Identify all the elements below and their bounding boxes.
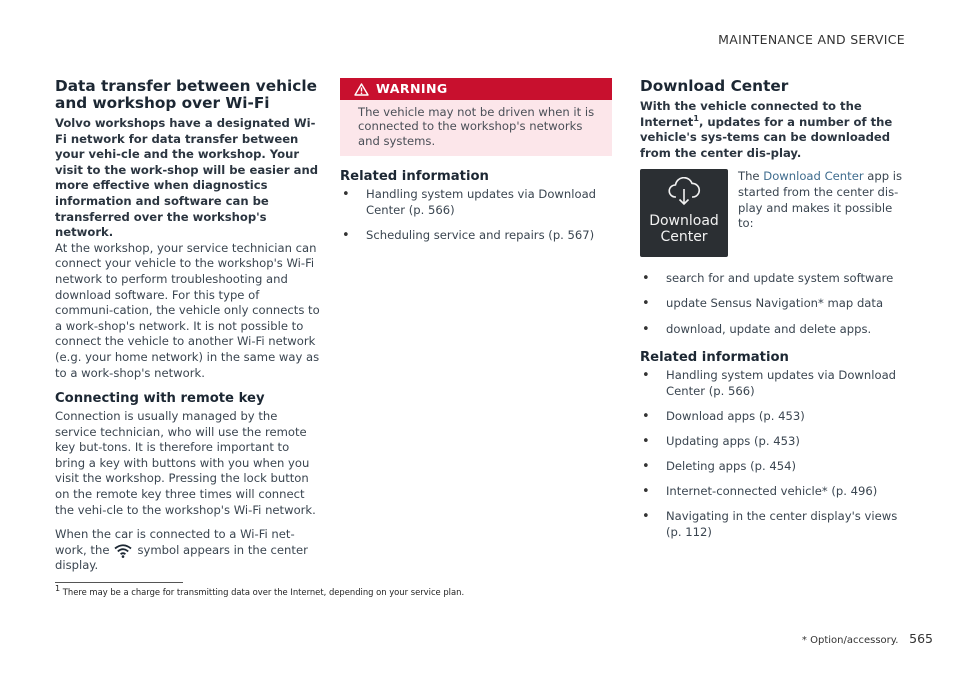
related-title-2: Related information xyxy=(640,350,789,366)
related-link[interactable]: • Scheduling service and repairs (p. 567) xyxy=(340,228,612,244)
app-description xyxy=(738,169,908,257)
feature-item: • download, update and delete apps. xyxy=(640,322,908,338)
related-link[interactable]: • Deleting apps (p. 454) xyxy=(640,459,908,475)
column-download-center xyxy=(640,78,908,550)
related-link[interactable]: • Handling system updates via Download Center (p. 566) xyxy=(640,368,908,399)
wifi-para-1: At the workshop, your service technician can connect your vehicle to the workshop's Wi-Fi network to perform troubleshooting and download software. For this type of communi-cation, the vehicle only connects to a work-shop's network. It is not possible to connect the vehicle to another Wi-Fi network (e.g. your home network) in the same way as to a work-shop's network. xyxy=(55,240,320,380)
wifi-symbol-para xyxy=(55,527,320,574)
app-name-highlight: Download Center xyxy=(763,169,864,184)
footnote-ref: 1 xyxy=(693,113,699,123)
app-tile-line-2: Center xyxy=(660,229,708,246)
column-wifi xyxy=(55,78,320,574)
section-header: MAINTENANCE AND SERVICE xyxy=(718,32,905,47)
app-tile-line-1: Download xyxy=(649,213,719,230)
remote-key-title: Connecting with remote key xyxy=(55,391,265,407)
related-link[interactable]: • Download apps (p. 453) xyxy=(640,409,908,425)
page-number: 565 xyxy=(909,631,933,646)
lead-text-a: With the vehicle connected to the Internet xyxy=(640,99,862,129)
feature-list xyxy=(640,271,908,337)
download-center-title: Download Center xyxy=(640,77,789,95)
related-link[interactable]: • Navigating in the center display's views (p. 112) xyxy=(640,509,908,540)
desc-text-a: The xyxy=(738,169,760,184)
wifi-icon xyxy=(114,544,132,558)
related-list-2 xyxy=(640,368,908,540)
related-title-1: Related information xyxy=(340,169,489,185)
option-note: * Option/accessory. xyxy=(801,635,899,646)
footnote xyxy=(55,584,465,597)
desc-text-b: app is started from the center dis-play and makes it possible to: xyxy=(738,169,903,231)
related-link[interactable]: • Handling system updates via Download Center (p. 566) xyxy=(340,187,612,218)
wifi-symbol-text-a: When the car is connected to a Wi-Fi net-work, the xyxy=(55,527,295,557)
remote-key-para: Connection is usually managed by the service technician, who will use the remote key but-tons. It is therefore important to bring a key with buttons with you when you visit the workshop. Pressing the lock button on the remote key three times will connect the vehi-cle to the workshop's Wi-Fi network. xyxy=(55,409,316,517)
related-link[interactable]: • Updating apps (p. 453) xyxy=(640,434,908,450)
wifi-title: Data transfer between vehicle and workshop over Wi-Fi xyxy=(55,77,317,112)
app-tile-label xyxy=(649,213,719,245)
warning-header xyxy=(340,78,612,100)
footnote-marker: 1 xyxy=(55,584,61,594)
download-center-app-tile[interactable] xyxy=(640,169,728,257)
wifi-symbol-text-b: symbol appears in the center display. xyxy=(55,542,308,573)
app-block xyxy=(640,169,908,257)
lead-text-b: , updates for a number of the vehicle's sys-tems can be downloaded from the center dis-play. xyxy=(640,114,893,160)
column-warning xyxy=(340,78,612,253)
footnote-divider xyxy=(55,582,183,583)
feature-item: • search for and update system software xyxy=(640,271,908,287)
warning-label: WARNING xyxy=(376,81,448,97)
warning-triangle-icon xyxy=(354,83,369,96)
footnote-text: There may be a charge for transmitting data over the Internet, depending on your service plan. xyxy=(62,587,465,597)
page-footer xyxy=(802,631,933,646)
warning-body: The vehicle may not be driven when it is connected to the workshop's networks and systems. xyxy=(340,100,612,156)
wifi-lead: Volvo workshops have a designated Wi-Fi network for data transfer between your vehi-cle and the workshop. Your visit to the work-shop will be easier and more effective when diagnostics information and software can be transferred over the workshop's network. xyxy=(55,116,319,240)
feature-item: • update Sensus Navigation* map data xyxy=(640,296,908,312)
cloud-download-icon xyxy=(667,177,701,207)
download-center-lead xyxy=(640,99,908,161)
related-link[interactable]: • Internet-connected vehicle* (p. 496) xyxy=(640,484,908,500)
related-list-1 xyxy=(340,187,612,243)
